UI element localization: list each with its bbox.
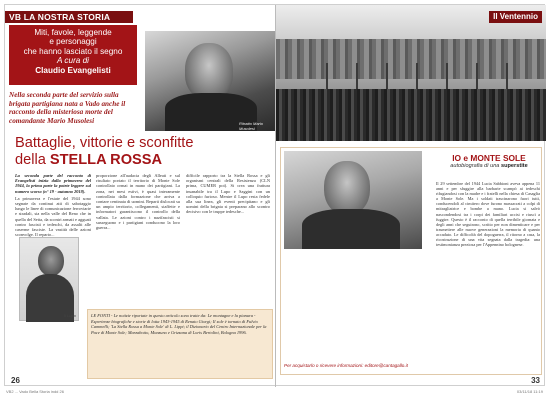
kicker-line1: Miti, favole, leggende: [34, 28, 112, 37]
title-line1: Battaglie, vittorie e sconfitte: [15, 135, 194, 151]
book-box-note: Per acquistarlo o ricevere informazioni: editore@cantagallo.it: [284, 363, 408, 368]
survivor-body: [302, 209, 400, 249]
page-number-right: 33: [531, 376, 540, 385]
article-intro: Nella seconda parte del servizio sulla brigata partigiana nata a Vado anche il racconto della misteriosa morte del comandante Mario Musolesi: [9, 91, 126, 125]
photo-caption: Ritratto Mario Musolesi: [239, 121, 264, 131]
article-column-2: proporzione all'audacia degli Alleati e sul risultato portato il territorio di Monte Sole controllato ormai in mano dei partigiani. La zona, nei mesi estivi, è quasi interamente controllata dalla formazione che arriva a contare centinaia di uomini. Reparti dislocati su un ampio territorio, collegamenti, staffette e informatori garantiscono il controllo della vallata. Le azioni contro i nazifascisti si susseguono e i partigiani conducono la loro guerra...: [96, 173, 181, 231]
title-pre: della: [15, 152, 50, 168]
page-number-left: 26: [11, 376, 20, 385]
photo-crowd: [276, 89, 546, 141]
book-subtitle-bold: superstite: [500, 163, 528, 169]
kicker-box: [9, 25, 137, 85]
header-tag: Il Ventennio: [489, 11, 542, 23]
kicker-line2: e personaggi: [49, 37, 97, 47]
book-subtitle-pre: autobiografia di una: [450, 163, 501, 169]
crowd-photo: [276, 5, 546, 141]
right-page: [276, 5, 546, 387]
photo-flags: [312, 63, 512, 89]
portrait-photo: [19, 237, 79, 321]
title-line2: [15, 152, 275, 169]
article-column-1: [15, 173, 91, 237]
magazine-spread: [4, 4, 545, 386]
kicker-line4: A cura di: [56, 56, 89, 66]
portrait-head: [38, 246, 64, 276]
column-1-body: La primavera e l'estate del 1944 sono segnate da continui atti di sabotaggio lungo le linee di comunicazione ferroviarie e stradali, sia nella valle del Reno che in quella del Setta, da scontri armati e agguati contro fascisti e tedeschi, da assalti alle caserme fasciste. La vastità delle azioni sconvolge. Il reparto...: [15, 195, 91, 238]
survivor-head: [324, 161, 370, 215]
portrait-caption: Il Lupo: [63, 313, 76, 318]
section-tag: VB LA NOSTRA STORIA: [5, 11, 133, 23]
header-photo: [145, 31, 275, 131]
sources-note-box: LE FONTI - Le notizie riportate in questo articolo sono tratte da: Le montagne e la pianura - Esperienze biografiche e storie di lotta 1943-1945 di Renato Giorgi; Il sole è tornato di Fulvio Cammelli; 'La Stella Rossa a Monte Sole' di L. Lippi; il Dizionario del Centro Internazionale per la Pace di Monte Sole; Marzabotto, Monzuno e Grizzana di Loris Bertolini, Bologna 1996.: [87, 309, 273, 379]
column-lead: La seconda parte del racconto di Evangelisti inizia dalla primavera del 1944, la prima parte la potete leggere sul numero scorso (n° 19 - autunno 2018).: [15, 173, 91, 194]
footer-left: VB2 ... Vado Bella Storia indd 26: [6, 389, 64, 394]
book-subtitle: [436, 163, 542, 170]
kicker-line3: che hanno lasciato il segno: [23, 46, 123, 56]
photo-face: [185, 43, 233, 99]
book-box-title: [436, 153, 542, 170]
kicker-author: Claudio Evangelisti: [35, 65, 111, 75]
title-bold: STELLA ROSSA: [49, 152, 163, 168]
left-page: [5, 5, 275, 387]
article-column-3: difficile rapporto tra la Stella Rossa e gli organismi centrali della Resistenza (CLN prima, CUMER poi). Si crea una frattura insanabile tra il Lupo e Saggini con un colloquio furioso. Mentre il Lupo resta fedele alla sua linea, gli eventi precipitano e gli uomini della brigata si preparano allo scontro decisivo con le truppe tedesche...: [186, 173, 270, 215]
book-box-text: Il 29 settembre del 1944 Lucia Sabbioni aveva appena 11 anni e per sfuggire alla barbarie scampò ai tedeschi rifugiandosi con la madre e i fratelli nella chiesa di Casaglia a Monte Sole. Ma i soldati trascinarono fuori tutti, conducendoli al cimitero dove furono massacrati a colpi di mitragliatrice e bombe a mano. Lucia si salvò nascondendosi tra i corpi dei familiari uccisi e riuscì a fuggire. Questo è il racconto di quella terribile giornata e degli anni che seguirono, scritto per non dimenticare e per trasmettere alle nuove generazioni la memoria di quanto accaduto. Le difficoltà del dopoguerra, il ritorno a casa, la ricostruzione di una vita segnata dalla tragedia: una testimonianza preziosa per l'Appennino bolognese.: [436, 181, 540, 248]
article-title: [15, 135, 275, 169]
survivor-photo: [284, 151, 422, 249]
footer-right: 03/11/18 11:19: [516, 389, 543, 394]
book-title: IO e MONTE SOLE: [452, 153, 526, 163]
